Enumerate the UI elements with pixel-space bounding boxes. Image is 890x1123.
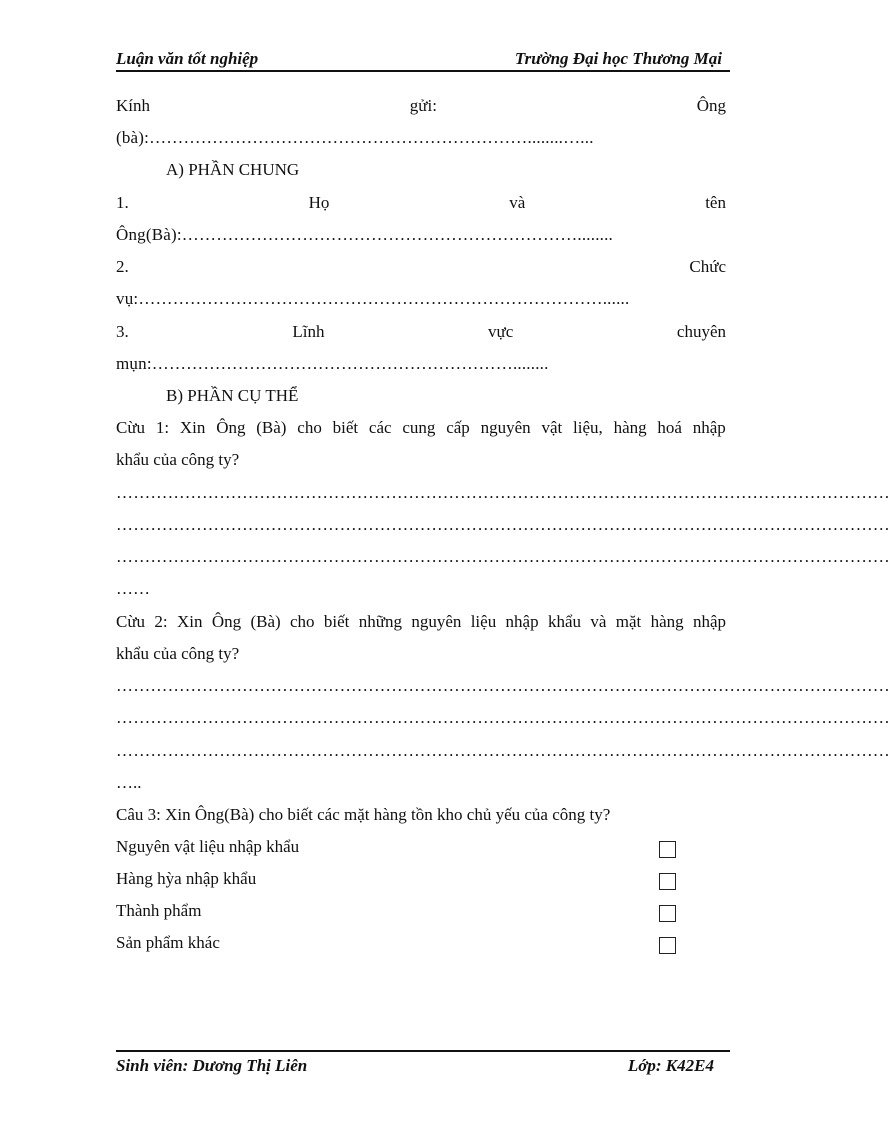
field-position-blank: vụ:………………………………………………………………………...... xyxy=(116,289,630,308)
question-word: biết xyxy=(332,418,359,437)
field-word: Chức xyxy=(689,257,726,276)
field-word: Lĩnh xyxy=(292,322,325,341)
question-word: Ông xyxy=(216,418,246,437)
answer-line: ……………………………………………………………………………………………………………………… xyxy=(116,708,890,727)
field-word: Họ xyxy=(308,193,330,212)
answer-line: ……………………………………………………………………………………………………………………… xyxy=(116,483,890,502)
question-word: các xyxy=(368,418,392,437)
question-1-line-2: khẩu của công ty? xyxy=(116,450,240,469)
question-word: những xyxy=(358,612,402,631)
footer-class: Lớp: K42E4 xyxy=(627,1056,714,1075)
question-word: nguyên xyxy=(411,612,462,631)
question-2-line-1 xyxy=(116,606,726,638)
checkbox[interactable] xyxy=(659,937,676,954)
question-word: Ông xyxy=(211,612,242,631)
question-word: nhập xyxy=(692,418,726,437)
option-other-products xyxy=(116,927,726,959)
question-word: 1: xyxy=(155,418,170,437)
question-word: liệu, xyxy=(573,418,603,437)
greeting-word: Kính xyxy=(116,96,150,115)
field-specialty-line xyxy=(116,316,726,348)
question-word: nhập xyxy=(505,612,539,631)
answer-tail: ….. xyxy=(116,773,142,792)
field-word: vực xyxy=(488,322,514,341)
question-word: Xin xyxy=(176,612,203,631)
field-word: 1. xyxy=(116,193,129,212)
question-word: cấp xyxy=(446,418,470,437)
question-word: vật xyxy=(541,418,563,437)
question-word: hàng xyxy=(650,612,684,631)
question-word: (Bà) xyxy=(256,418,287,437)
option-label: Sản phẩm khác xyxy=(116,933,220,952)
question-word: hàng xyxy=(613,418,647,437)
field-word: và xyxy=(509,193,526,212)
question-word: 2: xyxy=(154,612,168,631)
question-word: cho xyxy=(290,612,315,631)
field-position-line xyxy=(116,251,726,283)
checkbox[interactable] xyxy=(659,905,676,922)
question-word: nguyên xyxy=(480,418,531,437)
section-a-heading: A) PHẦN CHUNG xyxy=(166,160,300,179)
option-finished-products xyxy=(116,895,726,927)
greeting-blank: (bà):…………………………………………………………........…... xyxy=(116,128,594,147)
field-name-line xyxy=(116,187,726,219)
question-word: cung xyxy=(402,418,436,437)
question-word: nhập xyxy=(692,612,726,631)
question-word: hoá xyxy=(657,418,682,437)
greeting-word: Ông xyxy=(696,96,726,115)
question-word: liệu xyxy=(470,612,497,631)
answer-line: ……………………………………………………………………………………………………………………… xyxy=(116,515,890,534)
question-word: Xin xyxy=(179,418,206,437)
header-rule xyxy=(116,70,730,72)
answer-line: ……………………………………………………………………………………………………………………… xyxy=(116,741,890,760)
checkbox[interactable] xyxy=(659,873,676,890)
footer-rule xyxy=(116,1050,730,1052)
question-word: (Bà) xyxy=(250,612,281,631)
question-word: và xyxy=(590,612,607,631)
question-word: biết xyxy=(323,612,350,631)
answer-tail: …… xyxy=(116,579,150,598)
question-word: mặt xyxy=(615,612,642,631)
field-specialty-blank: mụn:………………………………………………………........ xyxy=(116,354,549,373)
field-name-blank: Ông(Bà):……………………………………………………………........ xyxy=(116,225,614,244)
greeting-word: gửi: xyxy=(409,96,437,115)
page-footer xyxy=(116,1054,728,1078)
field-word: 2. xyxy=(116,257,129,276)
greeting-line xyxy=(116,90,726,122)
option-label: Hàng hỳa nhập khẩu xyxy=(116,869,257,888)
question-word: khẩu xyxy=(547,612,581,631)
question-word: cho xyxy=(297,418,322,437)
field-word: 3. xyxy=(116,322,129,341)
checkbox[interactable] xyxy=(659,841,676,858)
page-header xyxy=(116,47,728,71)
field-word: tên xyxy=(705,193,726,212)
section-b-heading: B) PHẦN CỤ THỂ xyxy=(166,386,299,405)
question-1-line-1 xyxy=(116,412,726,444)
field-word: chuyên xyxy=(676,322,726,341)
question-word: Cừu xyxy=(116,612,146,631)
header-thesis-title: Luận văn tốt nghiệp xyxy=(116,49,259,68)
question-word: Cừu xyxy=(116,418,146,437)
question-2-line-2: khẩu của công ty? xyxy=(116,644,240,663)
answer-line: ……………………………………………………………………………………………………………………… xyxy=(116,547,890,566)
question-3-text: Câu 3: Xin Ông(Bà) cho biết các mặt hàng tồn kho chủ yếu của công ty? xyxy=(116,805,611,824)
option-imported-goods xyxy=(116,863,726,895)
footer-student: Sinh viên: Dương Thị Liên xyxy=(116,1056,308,1075)
answer-line: ……………………………………………………………………………………………………………………… xyxy=(116,676,890,695)
header-university: Trường Đại học Thương Mại xyxy=(514,49,722,68)
option-imported-materials xyxy=(116,831,726,863)
option-label: Thành phẩm xyxy=(116,901,202,920)
option-label: Nguyên vật liệu nhập khẩu xyxy=(116,837,300,856)
